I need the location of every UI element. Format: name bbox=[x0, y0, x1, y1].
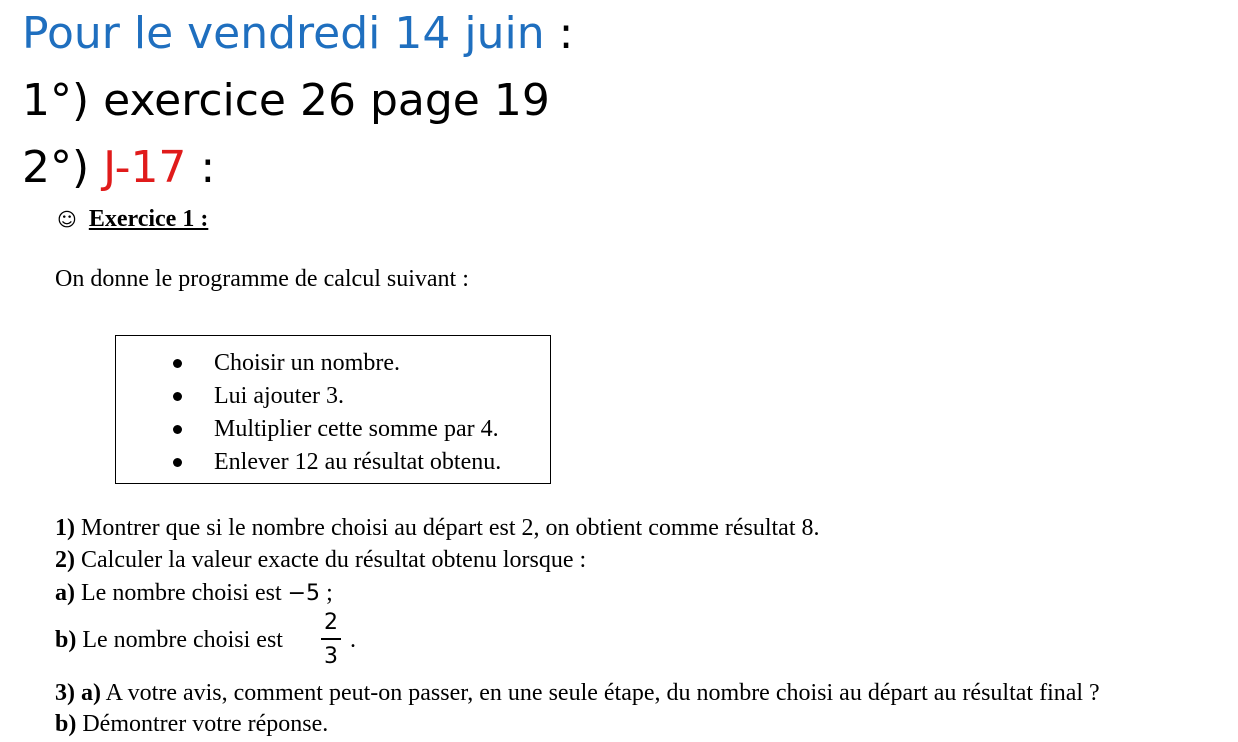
exercise-title-text: Exercice 1 : bbox=[88, 206, 209, 232]
fraction-numerator: 2 bbox=[324, 610, 338, 635]
exercise-intro: On donne le programme de calcul suivant : bbox=[55, 266, 469, 292]
question-text: Le nombre choisi est bbox=[75, 580, 288, 606]
smiley-icon: ☺ bbox=[57, 209, 77, 231]
question-2 bbox=[55, 547, 586, 575]
question-label: 3) a) bbox=[55, 680, 101, 706]
program-steps-list bbox=[116, 347, 501, 479]
question-end: . bbox=[350, 627, 356, 653]
question-text: Montrer que si le nombre choisi au départ est 2, on obtient comme résultat 8. bbox=[75, 515, 820, 541]
heading-task-1: 1°) exercice 26 page 19 bbox=[22, 75, 550, 126]
question-1 bbox=[55, 515, 819, 543]
question-text: Calculer la valeur exacte du résultat obtenu lorsque : bbox=[75, 547, 587, 573]
program-step-text: Multiplier cette somme par 4. bbox=[214, 416, 499, 442]
exercise-title bbox=[57, 206, 208, 233]
fraction bbox=[320, 612, 342, 668]
heading-task-2-colon: : bbox=[186, 142, 216, 193]
heading-date-text: Pour le vendredi 14 juin bbox=[22, 8, 545, 59]
question-label: 1) bbox=[55, 515, 75, 541]
heading-date-colon: : bbox=[544, 8, 574, 59]
program-step bbox=[116, 380, 501, 413]
bullet-icon bbox=[173, 359, 182, 368]
question-3b bbox=[55, 711, 328, 739]
question-text: Le nombre choisi est bbox=[76, 627, 283, 653]
question-2b bbox=[55, 627, 283, 655]
bullet-icon bbox=[173, 392, 182, 401]
question-label: 2) bbox=[55, 547, 75, 573]
program-step-text: Enlever 12 au résultat obtenu. bbox=[214, 449, 502, 475]
program-step-text: Choisir un nombre. bbox=[214, 350, 400, 376]
heading-date bbox=[22, 8, 574, 59]
heading-task-2-tag: J-17 bbox=[103, 142, 187, 193]
program-step bbox=[116, 347, 501, 380]
bullet-icon bbox=[173, 425, 182, 434]
math-value: −5 bbox=[287, 581, 321, 606]
heading-task-2 bbox=[22, 142, 216, 193]
question-text: Démontrer votre réponse. bbox=[76, 711, 329, 737]
question-label: a) bbox=[55, 580, 75, 606]
question-label: b) bbox=[55, 627, 77, 653]
question-label: b) bbox=[55, 711, 77, 737]
question-end: ; bbox=[320, 580, 333, 606]
program-step-text: Lui ajouter 3. bbox=[214, 383, 344, 409]
fraction-denominator: 3 bbox=[324, 643, 338, 669]
question-text: A votre avis, comment peut-on passer, en une seule étape, du nombre choisi au départ au résultat final ? bbox=[100, 680, 1100, 706]
program-box bbox=[115, 335, 551, 484]
bullet-icon bbox=[173, 458, 182, 467]
program-step bbox=[116, 413, 501, 446]
question-2a bbox=[55, 580, 333, 608]
question-3a bbox=[55, 680, 1100, 708]
heading-task-2-prefix: 2°) bbox=[22, 142, 104, 193]
program-step bbox=[116, 446, 501, 479]
